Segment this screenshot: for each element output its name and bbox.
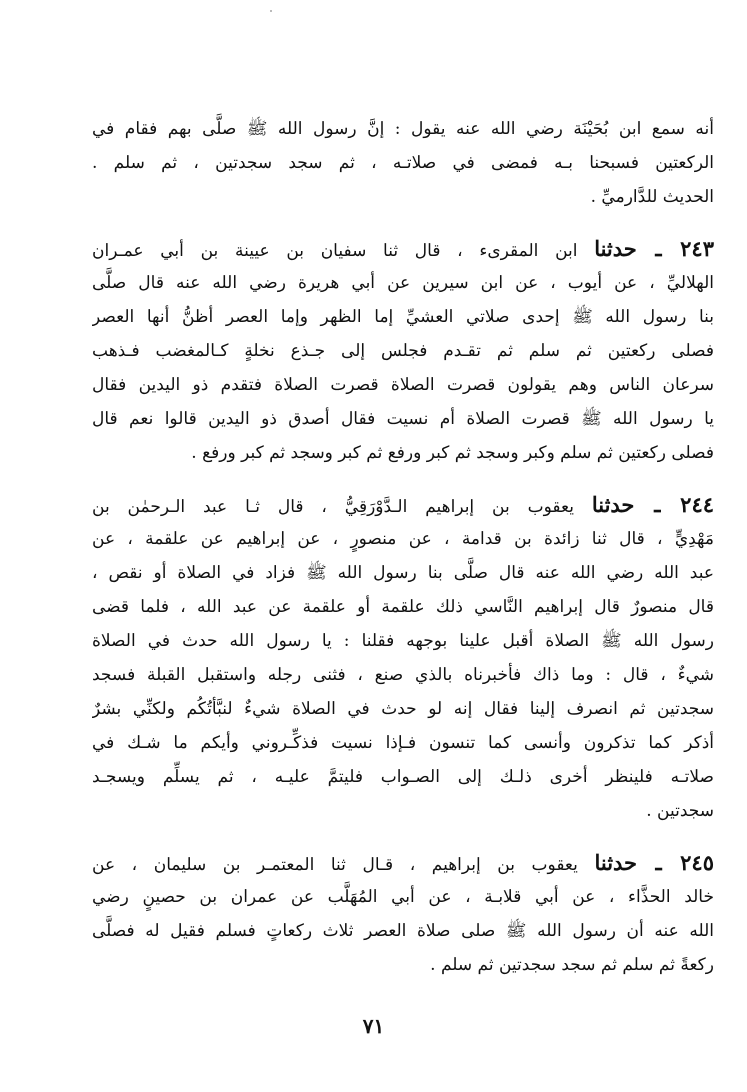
- hadith-heading: ٢٤٤ ـ حدثنا: [591, 492, 714, 517]
- text-line: فصلى ركعتين ثم سلم ثم تقـدم فجلس إلى جـذع نخلةٍ كـالمغضب فـذهب: [92, 341, 714, 361]
- text-line: عبد الله رضي الله عنه قال صلَّى بنا رسول الله ﷺ فزاد في الصلاة أو نقص ،: [92, 563, 714, 583]
- hadith-text: يعقوب بن إبراهيم ، قـال ثنا المعتمـر بن سليمان ، عن: [92, 855, 578, 875]
- paragraph-intro: [92, 112, 714, 214]
- hadith-text: ابن المقرىء ، قال ثنا سفيان بن عيينة بن أبي عمـران: [92, 241, 578, 261]
- hadith-text: يعقوب بن إبراهيم الـدَّوْرَقِيُّ ، قال ثـا عبد الـرحمٰن بن: [92, 497, 574, 517]
- text-line: الله عنه أن رسول الله ﷺ صلى صلاة العصر ثلاث ركعاتٍ فسلم فقيل له فصلَّى: [92, 921, 714, 941]
- text-line: مَهْدِيٍّ ، قال ثنا زائدة بن قدامة ، عن منصورٍ ، عن إبراهيم عن علقمة ، عن: [92, 529, 714, 549]
- text-line: ركعةً ثم سلم ثم سجد سجدتين ثم سلم .: [430, 955, 714, 975]
- text-line: سجدتين .: [646, 801, 714, 821]
- text-line: رسول الله ﷺ الصلاة أقبل علينا بوجهه فقلنا : يا رسول الله حدث في الصلاة: [92, 631, 714, 651]
- text-line: الحديث للدَّارميِّ .: [590, 187, 714, 207]
- text-line: [92, 488, 714, 522]
- scan-speck: [270, 10, 272, 12]
- hadith-244: [92, 488, 714, 828]
- text-line: الركعتين فسبحنا بـه فمضى في صلاتـه ، ثم سجد سجدتين ، ثم سلم .: [92, 153, 714, 173]
- page-number: ٧١: [362, 1014, 385, 1038]
- hadith-243: [92, 232, 714, 470]
- hadith-heading: ٢٤٥ ـ حدثنا: [594, 850, 714, 875]
- text-line: أذكر كما تذكرون وأنسى كما تنسون فـإذا نسيت فذكِّـروني وأيكم ما شـك في: [92, 733, 714, 753]
- text-line: الهلاليِّ ، عن أيوب ، عن ابن سيرين عن أبي هريرة رضي الله عنه قال صلَّى: [92, 273, 714, 293]
- text-line: صلاتـه فلينظر أخرى ذلـك إلى الصـواب فليتمَّ عليـه ، ثم يسلِّم ويسجـد: [92, 767, 714, 787]
- text-line: خالد الحذَّاء ، عن أبي قلابـة ، عن أبي المُهَلَّب عن عمران بن حصينٍ رضي: [92, 887, 714, 907]
- text-line: [92, 232, 714, 266]
- text-line: سرعان الناس وهم يقولون قصرت الصلاة قصرت الصلاة فتقدم ذو اليدين فقال: [92, 375, 714, 395]
- text-line: بنا رسول الله ﷺ إحدى صلاتي العشيِّ إما الظهر وإما العصر أظنُّ أنها العصر: [92, 307, 714, 327]
- text-line: فصلى ركعتين ثم سلم وكبر وسجد ثم كبر ورفع ثم كبر وسجد ثم كبر ورفع .: [191, 443, 714, 463]
- text-line: [92, 846, 714, 880]
- text-line: سجدتين ثم انصرف إلينا فقال إنه لو حدث في الصلاة شيءٌ لنبَّأتُكُم ولكنِّي بشرٌ: [92, 699, 714, 719]
- text-line: قال منصورٌ قال إبراهيم النَّاسي ذلك علقمة أو علقمة عن عبد الله ، فلما قضى: [92, 597, 714, 617]
- text-line: أنه سمع ابن بُحَيْنَة رضي الله عنه يقول : إنَّ رسول الله ﷺ صلَّى بهم فقام في: [92, 119, 714, 139]
- hadith-heading: ٢٤٣ ـ حدثنا: [594, 236, 714, 261]
- hadith-245: [92, 846, 714, 982]
- text-line: يا رسول الله ﷺ قصرت الصلاة أم نسيت فقال أصدق ذو اليدين قالوا نعم قال: [92, 409, 714, 429]
- text-line: شيءٌ ، قال : وما ذاك فأخبرناه بالذي صنع ، فثنى رجله واستقبل القبلة فسجد: [92, 665, 714, 685]
- page-body: [92, 112, 714, 1000]
